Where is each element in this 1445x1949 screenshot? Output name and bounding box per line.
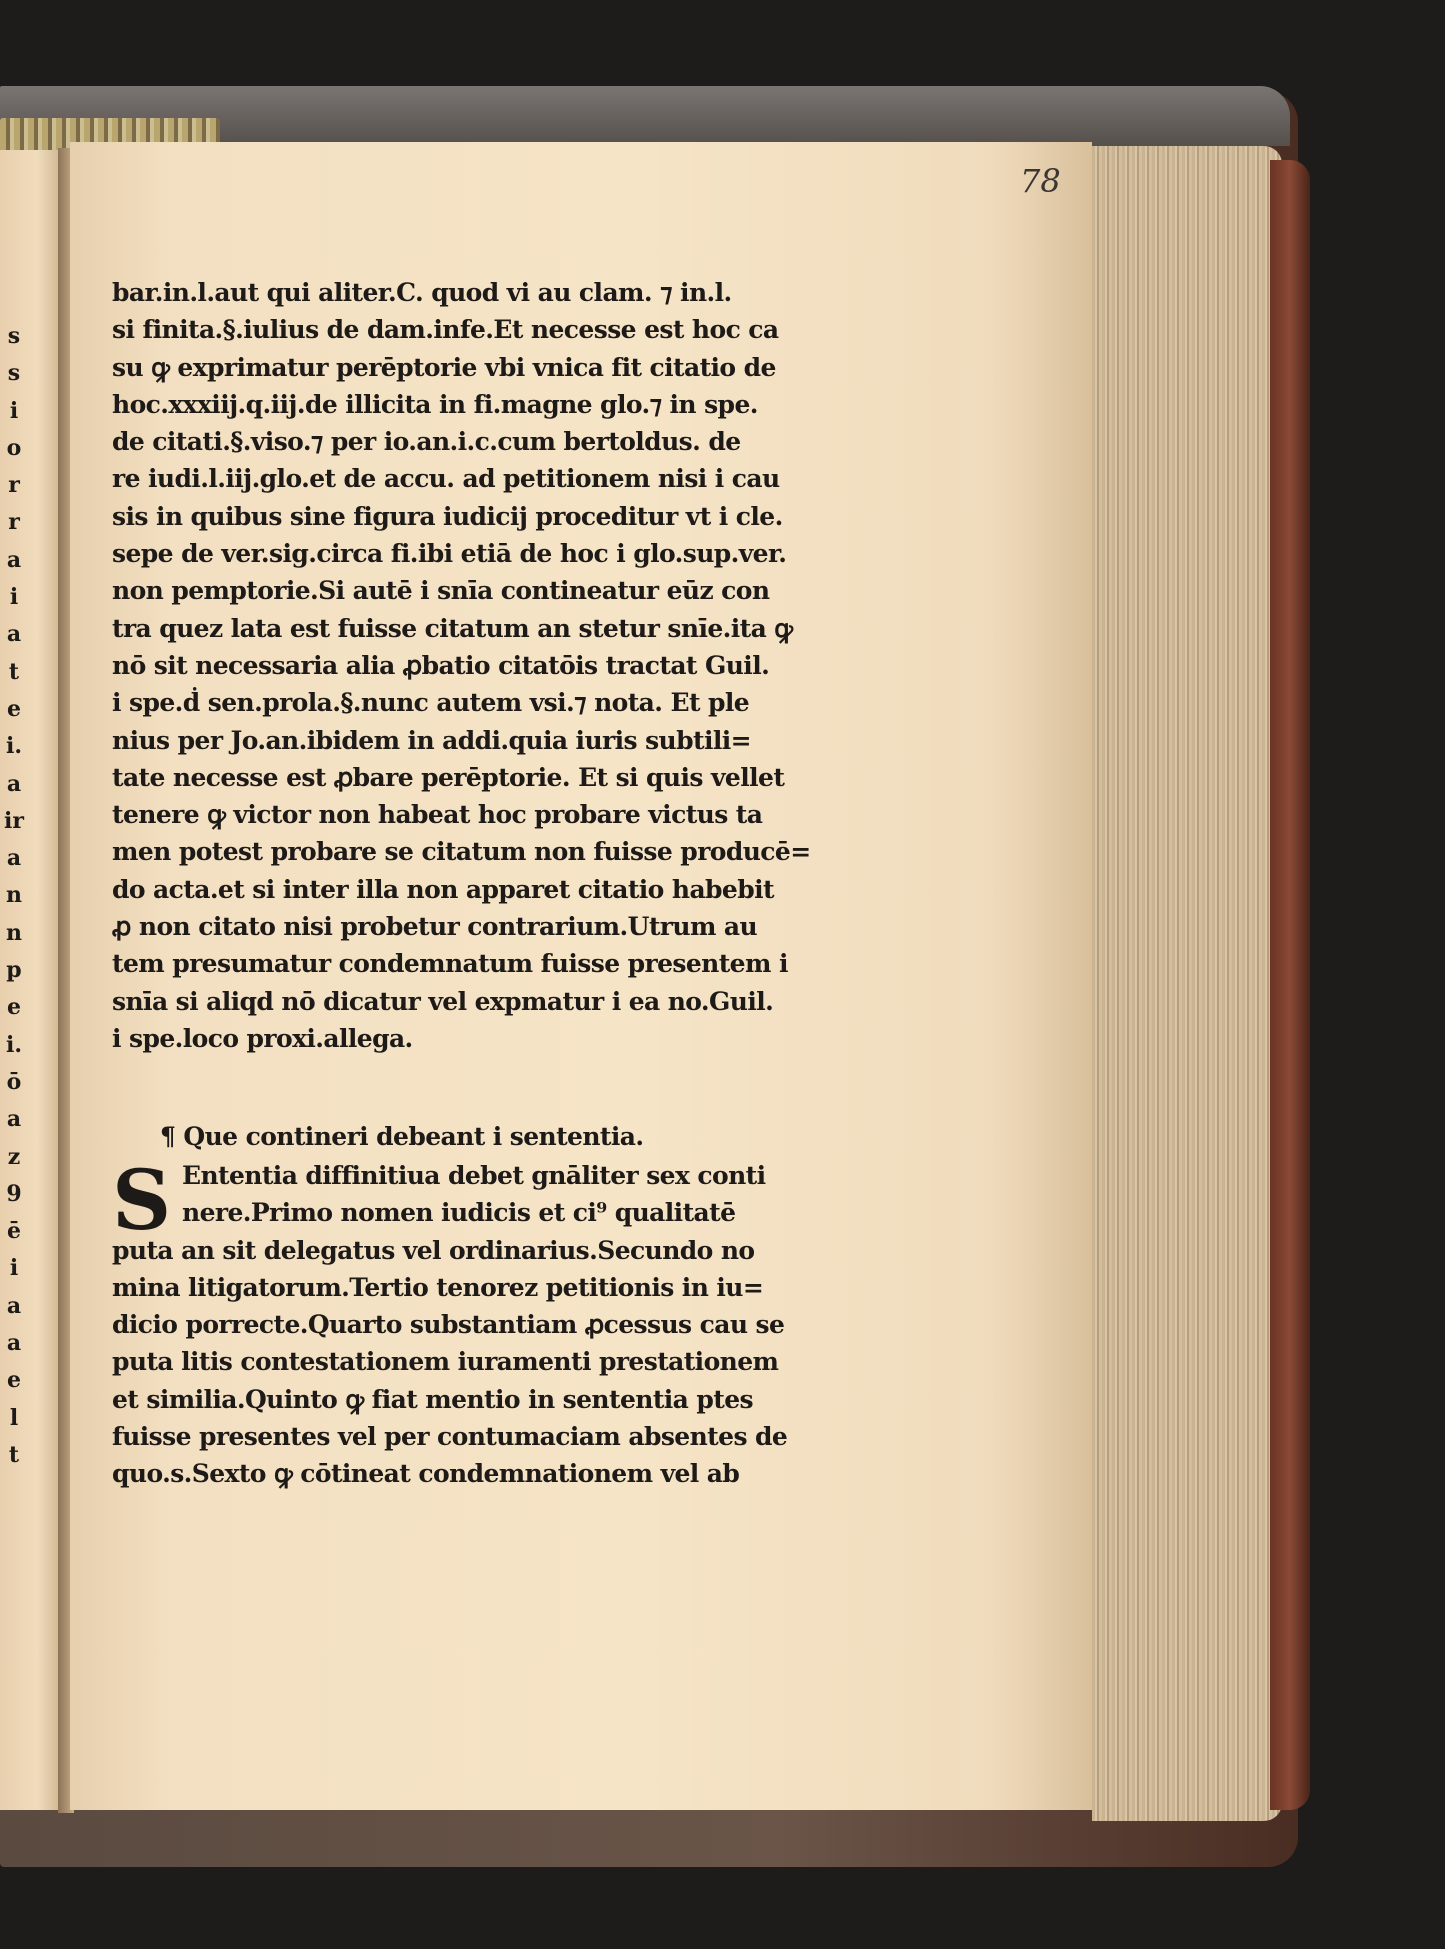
text-line: de citati.§.viso.⁊ per io.an.i.c.cum bertoldus. de <box>112 427 741 457</box>
left-page-fragment: a <box>6 546 22 573</box>
text-line: re iudi.l.iij.glo.et de accu. ad petitionem nisi i cau <box>112 464 780 494</box>
left-page-fragment: i <box>9 1255 19 1282</box>
text-line: fuisse presentes vel per contumaciam absentes de <box>112 1422 788 1452</box>
text-line: do acta.et si inter illa non apparet citatio habebit <box>112 874 774 904</box>
left-page-fragment: o <box>6 434 22 461</box>
left-page-fragment: n <box>6 882 22 909</box>
text-line: nō sit necessaria alia ꝓbatio citatōis tractat Guil. <box>112 650 770 680</box>
left-page-fragment: i. <box>5 1031 23 1058</box>
left-page-fragment: 9 <box>6 1180 22 1207</box>
left-page-fragment: e <box>7 1367 21 1394</box>
left-page-fragment: s <box>7 360 21 387</box>
text-line: tem presumatur condemnatum fuisse presentem i <box>112 949 788 979</box>
text-line: mina litigatorum.Tertio tenorez petitionis in iu= <box>112 1272 764 1302</box>
left-page-fragment: s <box>7 323 21 349</box>
text-line: tra quez lata est fuisse citatum an stetur snīe.ita ꝙ <box>112 613 793 643</box>
text-line: sis in quibus sine figura iudicij proceditur vt i cle. <box>112 501 783 531</box>
text-line: et similia.Quinto ꝙ fiat mentio in sententia ptes <box>112 1384 753 1414</box>
text-line: tate necesse est ꝓbare perēptorie. Et si quis vellet <box>112 762 785 792</box>
text-line: quo.s.Sexto ꝙ cōtineat condemnationem vel ab <box>112 1459 740 1489</box>
text-line: puta litis contestationem iuramenti prestationem <box>112 1347 779 1377</box>
left-page-fragment: i <box>9 584 19 611</box>
text-line: nere.Primo nomen iudicis et ci⁹ qualitatē <box>182 1198 736 1228</box>
text-line: su ꝙ exprimatur perēptorie vbi vnica fit citatio de <box>112 352 776 382</box>
text-line: puta an sit delegatus vel ordinarius.Secundo no <box>112 1235 755 1265</box>
left-page-fragment: ē <box>7 1218 21 1245</box>
left-page-fragment: z <box>7 1143 21 1170</box>
left-page-fragment: e <box>7 695 21 722</box>
left-page-fragment: e <box>7 994 21 1021</box>
text-line: non pemptorie.Si autē i snīa contineatur eūz con <box>112 576 770 606</box>
left-page-fragment: a <box>6 621 22 648</box>
text-line: snīa si aliqd nō dicatur vel expmatur i ea no.Guil. <box>112 986 774 1016</box>
text-line: hoc.xxxiij.q.iij.de illicita in fi.magne glo.⁊ in spe. <box>112 389 758 419</box>
text-line: sepe de ver.sig.circa fi.ibi etiā de hoc i glo.sup.ver. <box>112 539 787 569</box>
drop-initial: S <box>112 1153 172 1249</box>
text-line: tenere ꝙ victor non habeat hoc probare victus ta <box>112 800 763 830</box>
left-page-fragment: i <box>9 397 19 424</box>
main-text-block <box>112 274 882 1057</box>
left-page-fragment: p <box>6 957 22 984</box>
text-line: dicio porrecte.Quarto substantiam ꝓcessus cau se <box>112 1310 785 1340</box>
left-page-fragment: a <box>6 1330 22 1357</box>
section-heading: ¶ Que contineri debeant i sententia. <box>160 1122 644 1151</box>
text-line: i spe.ḋ sen.prola.§.nunc autem vsi.⁊ nota. Et ple <box>112 688 750 718</box>
left-page-fragment: t <box>8 658 20 685</box>
left-page-fragment: a <box>6 1106 22 1133</box>
left-page-fragment: a <box>6 770 22 797</box>
text-line: nius per Jo.an.ibidem in addi.quia iuris subtili= <box>112 725 751 755</box>
text-line: men potest probare se citatum non fuisse producē= <box>112 837 811 867</box>
left-page-fragment: a <box>6 1292 22 1319</box>
left-page-fragment: t <box>8 1441 20 1468</box>
left-page-fragment: ō <box>6 1068 22 1095</box>
left-page-fragment: l <box>9 1404 19 1431</box>
left-page-fragment: i. <box>5 733 23 760</box>
left-page-fragment: n <box>6 919 22 946</box>
left-page-fragment: ir <box>4 807 24 834</box>
left-page-fragment: r <box>8 472 20 499</box>
cover-edge <box>1270 160 1310 1810</box>
left-page-fragment: a <box>6 845 22 872</box>
folio-number: 78 <box>1020 162 1061 200</box>
text-line: si finita.§.iulius de dam.infe.Et necesse est hoc ca <box>112 315 779 345</box>
text-line: bar.in.l.aut qui aliter.C. quod vi au clam. ⁊ in.l. <box>112 278 732 307</box>
left-page-fragment: r <box>8 509 20 536</box>
text-line: Ententia diffinitiua debet gnāliter sex conti <box>182 1161 766 1190</box>
second-paragraph <box>112 1153 882 1493</box>
page-block-fore-edge <box>1092 146 1282 1821</box>
text-line: ꝓ non citato nisi probetur contrarium.Utrum au <box>112 912 758 942</box>
left-page-text-fragments <box>4 318 24 1474</box>
text-line: i spe.loco proxi.allega. <box>112 1023 413 1053</box>
